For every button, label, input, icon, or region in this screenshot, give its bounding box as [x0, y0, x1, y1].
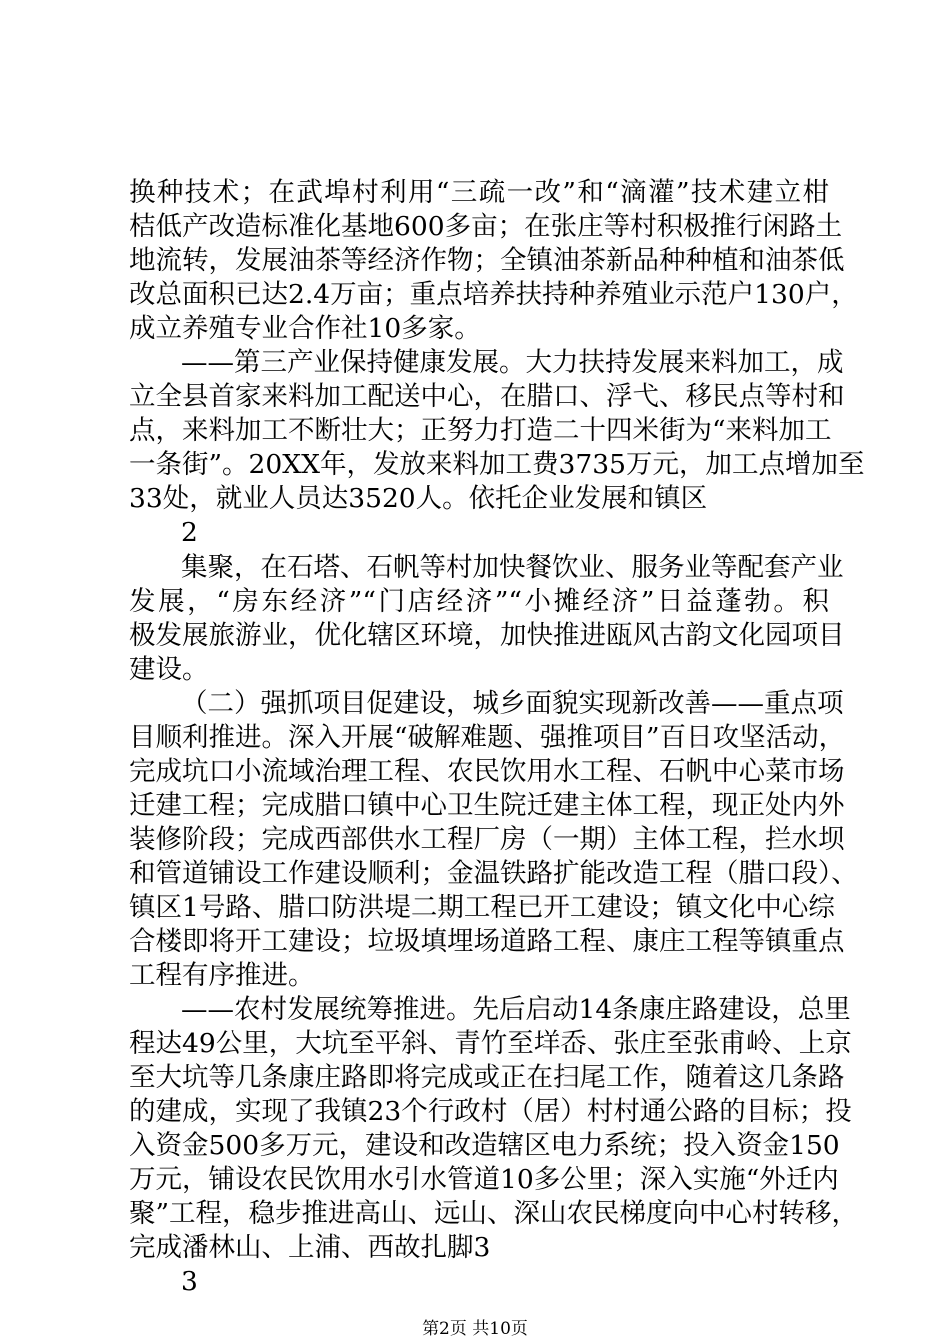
text-line: 装修阶段；完成西部供水工程厂房（一期）主体工程，拦水坝: [129, 824, 845, 855]
text-line: 工程有序推进。: [129, 960, 315, 991]
text-line: 镇区1号路、腊口防洪堤二期工程已开工建设；镇文化中心综: [129, 892, 835, 923]
text-line: 建设。: [129, 654, 209, 685]
text-line: 桔低产改造标准化基地600多亩；在张庄等村积极推行闲路土: [129, 211, 843, 242]
text-line: 换种技术；在武埠村利用“三疏一改”和“滴灌”技术建立柑: [129, 177, 829, 208]
text-line: 集聚，在石塔、石帆等村加快餐饮业、服务业等配套产业: [181, 552, 844, 583]
text-line: 聚”工程，稳步推进高山、远山、深山农民梯度向中心村转移，: [129, 1198, 859, 1229]
text-line: 万元，铺设农民饮用水引水管道10多公里；深入实施“外迁内: [129, 1164, 839, 1195]
text-line: ——第三产业保持健康发展。大力扶持发展来料加工，成: [181, 347, 844, 378]
text-line: 发展，“房东经济”“门店经济”“小摊经济”日益蓬勃。积: [129, 586, 829, 617]
text-line: 完成潘林山、上浦、西故扎脚3: [129, 1232, 491, 1263]
text-line: 33处，就业人员达3520人。依托企业发展和镇区: [129, 483, 708, 514]
text-line: 的建成，实现了我镇23个行政村（居）村村通公路的目标；投: [129, 1096, 852, 1127]
page-number-marker: 3: [181, 1266, 198, 1297]
text-line: 点，来料加工不断壮大；正努力打造二十四米街为“来料加工: [129, 415, 832, 446]
text-line: 地流转，发展油茶等经济作物；全镇油茶新品种种植和油茶低: [129, 245, 845, 276]
page-number-marker: 2: [181, 517, 198, 548]
text-line: 合楼即将开工建设；垃圾填埋场道路工程、康庄工程等镇重点: [129, 926, 845, 957]
text-line: 程达49公里，大坑至平斜、青竹至垟岙、张庄至张甫岭、上京: [129, 1028, 852, 1059]
text-line: 极发展旅游业，优化辖区环境，加快推进瓯风古韵文化园项目: [129, 620, 845, 651]
text-line: 入资金500多万元，建设和改造辖区电力系统；投入资金150: [129, 1130, 840, 1161]
text-line: 一条街”。20XX年，发放来料加工费3735万元，加工点增加至: [129, 449, 865, 480]
text-line: 迁建工程；完成腊口镇中心卫生院迁建主体工程，现正处内外: [129, 790, 845, 821]
page-footer: 第2页 共10页: [422, 1319, 528, 1339]
text-line: 完成坑口小流域治理工程、农民饮用水工程、石帆中心菜市场: [129, 756, 845, 787]
text-line: 目顺利推进。深入开展“破解难题、强推项目”百日攻坚活动，: [129, 722, 846, 753]
text-line: 至大坑等几条康庄路即将完成或正在扫尾工作，随着这几条路: [129, 1062, 845, 1093]
text-line: （二）强抓项目促建设，城乡面貌实现新改善——重点项: [181, 688, 844, 719]
text-line: ——农村发展统筹推进。先后启动14条康庄路建设，总里: [181, 994, 851, 1025]
text-line: 和管道铺设工作建设顺利；金温铁路扩能改造工程（腊口段）、: [129, 858, 858, 889]
text-line: 立全县首家来料加工配送中心，在腊口、浮弋、移民点等村和: [129, 381, 845, 412]
text-line: 成立养殖专业合作社10多家。: [129, 313, 481, 344]
text-line: 改总面积已达2.4万亩；重点培养扶持种养殖业示范户130户，: [129, 279, 858, 310]
